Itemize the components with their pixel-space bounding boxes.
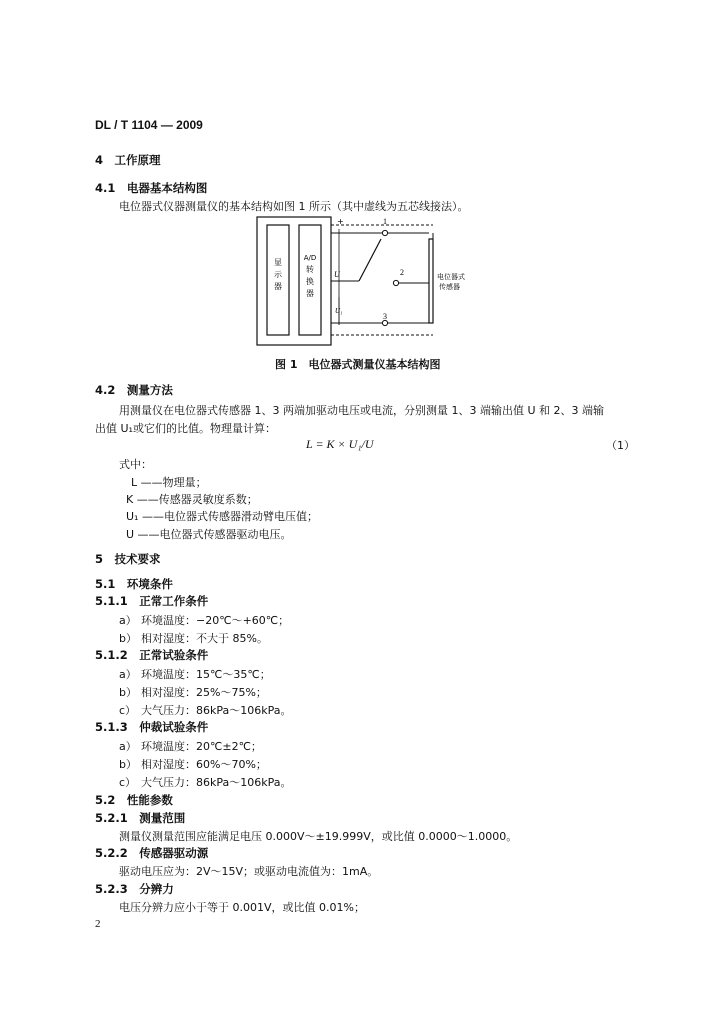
section-title: 测量范围 (139, 811, 186, 825)
display-label-1: 显 (274, 258, 282, 267)
page-number: 2 (95, 918, 101, 930)
list-item-text: 相对湿度：25%～75%； (141, 686, 267, 699)
adc-label-2: 转 (306, 265, 314, 274)
adc-label-3: 换 (306, 277, 314, 286)
list-item-text: 环境温度：−20℃～+60℃； (141, 614, 290, 627)
definition-item: U ——电位器式传感器驱动电压。 (126, 528, 292, 541)
section-5-2-heading (95, 792, 173, 808)
section-number: 5.1.2 (95, 648, 128, 662)
section-5-1-2-heading (95, 647, 208, 663)
list-item-text: 大气压力：86kPa～106kPa。 (141, 704, 292, 717)
section-number: 5.2.3 (95, 882, 128, 896)
section-4-heading (95, 152, 161, 168)
terminal-1-label: 1 (383, 217, 387, 226)
section-number: 5.2.2 (95, 846, 128, 860)
display-box (267, 225, 289, 335)
document-number: DL / T 1104 — 2009 (95, 118, 203, 132)
section-title: 技术要求 (114, 552, 161, 566)
section-4-1-heading (95, 180, 207, 196)
section-number: 5.1 (95, 577, 116, 591)
list-item-label: c） (119, 776, 137, 789)
list-item-label: a） (119, 740, 137, 753)
display-label-3: 器 (274, 282, 282, 291)
instrument-box (257, 217, 331, 345)
section-title: 电器基本结构图 (126, 181, 208, 195)
u1-label: U₁ (335, 307, 343, 315)
list-item (119, 666, 271, 682)
terminal-2 (393, 280, 398, 285)
list-item-text: 相对湿度：不大于 85%。 (141, 632, 268, 645)
where-label: 式中： (119, 458, 152, 471)
section-title: 正常试验条件 (139, 648, 209, 662)
list-item (119, 738, 262, 754)
section-4-2-heading (95, 382, 173, 398)
adc-label-4: 器 (306, 289, 314, 298)
figure-1-diagram (255, 215, 465, 347)
section-title: 环境条件 (126, 577, 173, 591)
list-item-text: 大气压力：86kPa～106kPa。 (141, 776, 292, 789)
terminal-2-label: 2 (400, 268, 404, 277)
sensor-label-1: 电位器式 (437, 273, 465, 281)
list-item (119, 612, 289, 628)
list-item (119, 630, 268, 646)
list-item (119, 774, 292, 790)
sensor-label-2: 传感器 (439, 283, 460, 291)
switch-arm (359, 239, 381, 281)
definition-item: K ——传感器灵敏度系数； (126, 493, 258, 506)
list-item (119, 702, 292, 718)
section-title: 性能参数 (126, 793, 173, 807)
section-5-2-2-text: 驱动电压应为：2V～15V；或驱动电流值为：1mA。 (119, 865, 379, 878)
section-4-2-line-1: 用测量仪在电位器式传感器 1、3 两端加驱动电压或电流，分别测量 1、3 端输出值 U 和 2、3 端输 (119, 404, 605, 417)
section-title: 正常工作条件 (139, 594, 209, 608)
u-label: U (334, 270, 340, 279)
formula: L = K × U₁/U (306, 437, 374, 451)
section-number: 4 (95, 153, 104, 167)
section-4-2-line-2: 出值 U₁或它们的比值。物理量计算： (95, 422, 276, 435)
list-item (119, 756, 267, 772)
section-5-heading (95, 551, 161, 567)
plus-sign: + (337, 217, 344, 226)
formula-number: （1） (606, 439, 635, 452)
list-item-label: c） (119, 704, 137, 717)
section-title: 仲裁试验条件 (139, 720, 209, 734)
list-item-text: 环境温度：20℃±2℃； (141, 740, 262, 753)
section-number: 5 (95, 552, 104, 566)
definition-item: L ——物理量； (131, 476, 207, 489)
list-item-label: b） (119, 686, 137, 699)
terminal-3-label: 3 (383, 312, 387, 321)
list-item-label: a） (119, 668, 137, 681)
list-item-label: a） (119, 614, 137, 627)
section-number: 4.2 (95, 383, 116, 397)
adc-label-1: A/D (303, 254, 317, 262)
list-item-text: 相对湿度：60%～70%； (141, 758, 267, 771)
definition-item: U₁ ——电位器式传感器滑动臂电压值； (126, 510, 318, 523)
list-item-label: b） (119, 758, 137, 771)
section-5-2-2-heading (95, 845, 208, 861)
section-5-2-1-heading (95, 810, 185, 826)
section-number: 4.1 (95, 181, 116, 195)
section-title: 传感器驱动源 (139, 846, 209, 860)
section-5-2-3-text: 电压分辨力应小于等于 0.001V，或比值 0.01%； (119, 901, 365, 914)
section-5-1-heading (95, 576, 173, 592)
section-title: 工作原理 (114, 153, 161, 167)
section-5-1-3-heading (95, 719, 208, 735)
terminal-3 (382, 320, 387, 325)
display-label-2: 示 (274, 270, 282, 279)
section-5-1-1-heading (95, 593, 208, 609)
section-number: 5.2 (95, 793, 116, 807)
section-title: 测量方法 (126, 383, 173, 397)
terminal-1 (382, 230, 387, 235)
section-number: 5.1.1 (95, 594, 128, 608)
sensor-body (429, 239, 433, 323)
section-5-2-3-heading (95, 881, 174, 897)
section-number: 5.2.1 (95, 811, 128, 825)
section-5-2-1-text: 测量仪测量范围应能满足电压 0.000V～±19.999V，或比值 0.0000～1.0000。 (119, 830, 518, 843)
list-item (119, 684, 267, 700)
list-item-label: b） (119, 632, 137, 645)
section-title: 分辨力 (139, 882, 174, 896)
list-item-text: 环境温度：15℃～35℃； (141, 668, 271, 681)
section-4-1-text: 电位器式仪器测量仪的基本结构如图 1 所示（其中虚线为五芯线接法）。 (119, 200, 469, 213)
section-number: 5.1.3 (95, 720, 128, 734)
figure-caption: 图 1 电位器式测量仪基本结构图 (275, 358, 441, 371)
